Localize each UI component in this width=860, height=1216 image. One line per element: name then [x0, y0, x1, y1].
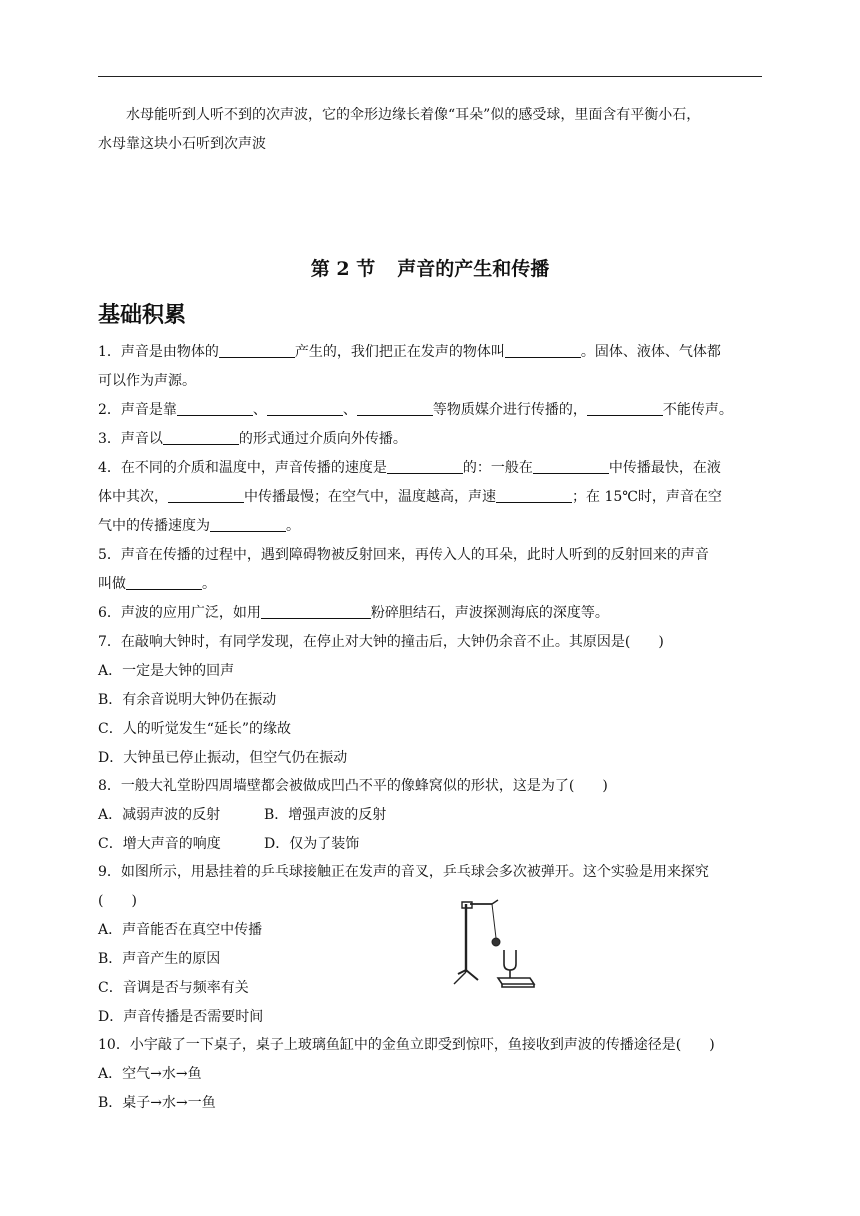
- q9-option-d[interactable]: D．声音传播是否需要时间: [98, 1009, 264, 1025]
- q7-option-c[interactable]: C．人的听觉发生“延长”的缘故: [98, 721, 292, 737]
- answer-blank[interactable]: [587, 401, 663, 416]
- question-4-line-1: [98, 458, 721, 478]
- answer-blank[interactable]: [496, 488, 572, 503]
- q2-text-d: 等物质媒介进行传播的，: [432, 402, 587, 418]
- question-1-line-1: [98, 342, 721, 362]
- tuning-fork-icon: [498, 950, 534, 987]
- answer-blank[interactable]: [505, 343, 581, 358]
- q2-text-e: 不能传声。: [662, 402, 733, 418]
- q7-option-d[interactable]: D．大钟虽已停止振动，但空气仍在振动: [98, 750, 348, 766]
- answer-blank[interactable]: [267, 401, 343, 416]
- stand-icon: [454, 900, 498, 984]
- question-4-line-3: [98, 516, 300, 536]
- answer-blank[interactable]: [163, 430, 239, 445]
- q8-option-c[interactable]: C．增大声音的响度: [98, 836, 221, 852]
- answer-blank[interactable]: [387, 459, 463, 474]
- q5-text-b: 叫做: [98, 576, 126, 592]
- answer-blank[interactable]: [168, 488, 244, 503]
- q2-text-a: 2．声音是靠: [98, 402, 177, 418]
- q4-text-a: 4．在不同的介质和温度中，声音传播的速度是: [98, 460, 387, 476]
- q4-text-d: 体中其次，: [98, 489, 168, 505]
- answer-blank[interactable]: [126, 575, 202, 590]
- pendulum-ball-icon: [492, 904, 500, 946]
- question-9-stem-2: ( ): [98, 893, 137, 909]
- answer-blank[interactable]: [357, 401, 433, 416]
- q2-text-c: 、: [342, 402, 357, 418]
- answer-blank[interactable]: [177, 401, 253, 416]
- q4-text-h: 。: [286, 518, 300, 534]
- section-title: [0, 254, 860, 281]
- q3-text-a: 3．声音以: [98, 431, 163, 447]
- question-7-stem: 7．在敲响大钟时，有同学发现，在停止对大钟的撞击后，大钟仍余音不止。其原因是( ): [98, 634, 664, 650]
- header-rule: [98, 76, 762, 77]
- answer-blank[interactable]: [210, 517, 286, 532]
- q8-option-a[interactable]: A．减弱声波的反射: [98, 807, 221, 823]
- intro-line-2: 水母靠这块小石听到次声波: [98, 136, 266, 152]
- q1-text-b: 产生的，我们把正在发声的物体叫: [294, 344, 505, 360]
- answer-blank[interactable]: [219, 343, 295, 358]
- tuning-fork-figure: [452, 894, 542, 990]
- q8-option-b[interactable]: B．增强声波的反射: [264, 807, 387, 823]
- q3-text-b: 的形式通过介质向外传播。: [238, 431, 407, 447]
- q7-option-b[interactable]: B．有余音说明大钟仍在振动: [98, 692, 277, 708]
- answer-blank[interactable]: [533, 459, 609, 474]
- q10-option-b[interactable]: B．桌子→水→一鱼: [98, 1095, 216, 1111]
- section-number: 第 2 节: [310, 258, 376, 280]
- question-5-line-2: [98, 574, 216, 594]
- section-name: 声音的产生和传播: [397, 258, 550, 280]
- question-3: [98, 429, 407, 449]
- q9-option-b[interactable]: B．声音产生的原因: [98, 951, 221, 967]
- q2-text-b: 、: [252, 402, 267, 418]
- q7-option-a[interactable]: A．一定是大钟的回声: [98, 663, 235, 679]
- intro-paragraph: [98, 101, 766, 159]
- question-4-line-2: [98, 487, 722, 507]
- q10-option-a[interactable]: A．空气→水→鱼: [98, 1066, 202, 1082]
- question-10-stem: 10．小宇敲了一下桌子，桌子上玻璃鱼缸中的金鱼立即受到惊吓，鱼接收到声波的传播途径是( ): [98, 1037, 715, 1053]
- intro-line-1: 水母能听到人听不到的次声波，它的伞形边缘长着像“耳朵”似的感受球，里面含有平衡小石，: [126, 107, 701, 123]
- q1-text-a: 1．声音是由物体的: [98, 344, 219, 360]
- q4-text-f: ；在 15℃时，声音在空: [572, 489, 722, 505]
- q4-text-b: 的：一般在: [462, 460, 533, 476]
- q1-text-c: 。固体、液体、气体都: [580, 344, 721, 360]
- q4-text-e: 中传播最慢；在空气中，温度越高，声速: [244, 489, 496, 505]
- q6-text-a: 6．声波的应用广泛，如用: [98, 605, 261, 621]
- subsection-heading: 基础积累: [98, 303, 187, 328]
- question-2: [98, 400, 733, 420]
- question-8-stem: 8．一般大礼堂盼四周墙壁都会被做成凹凸不平的像蜂窝似的形状，这是为了( ): [98, 778, 608, 794]
- question-9-stem-1: 9．如图所示，用悬挂着的乒乓球接触正在发声的音叉，乒乓球会多次被弹开。这个实验是用来探究: [98, 864, 709, 880]
- q8-option-d[interactable]: D．仅为了装饰: [264, 836, 360, 852]
- q4-text-c: 中传播最快，在液: [608, 460, 721, 476]
- q9-option-c[interactable]: C．音调是否与频率有关: [98, 980, 249, 996]
- q4-text-g: 气中的传播速度为: [98, 518, 210, 534]
- question-6: [98, 603, 609, 623]
- question-1-line-2: 可以作为声源。: [98, 373, 196, 389]
- q6-text-b: 粉碎胆结石，声波探测海底的深度等。: [370, 605, 609, 621]
- q5-text-c: 。: [202, 576, 216, 592]
- question-5-line-1: 5．声音在传播的过程中，遇到障碍物被反射回来，再传入人的耳朵，此时人听到的反射回来的声音: [98, 547, 709, 563]
- q9-option-a[interactable]: A．声音能否在真空中传播: [98, 922, 263, 938]
- answer-blank[interactable]: [261, 604, 371, 619]
